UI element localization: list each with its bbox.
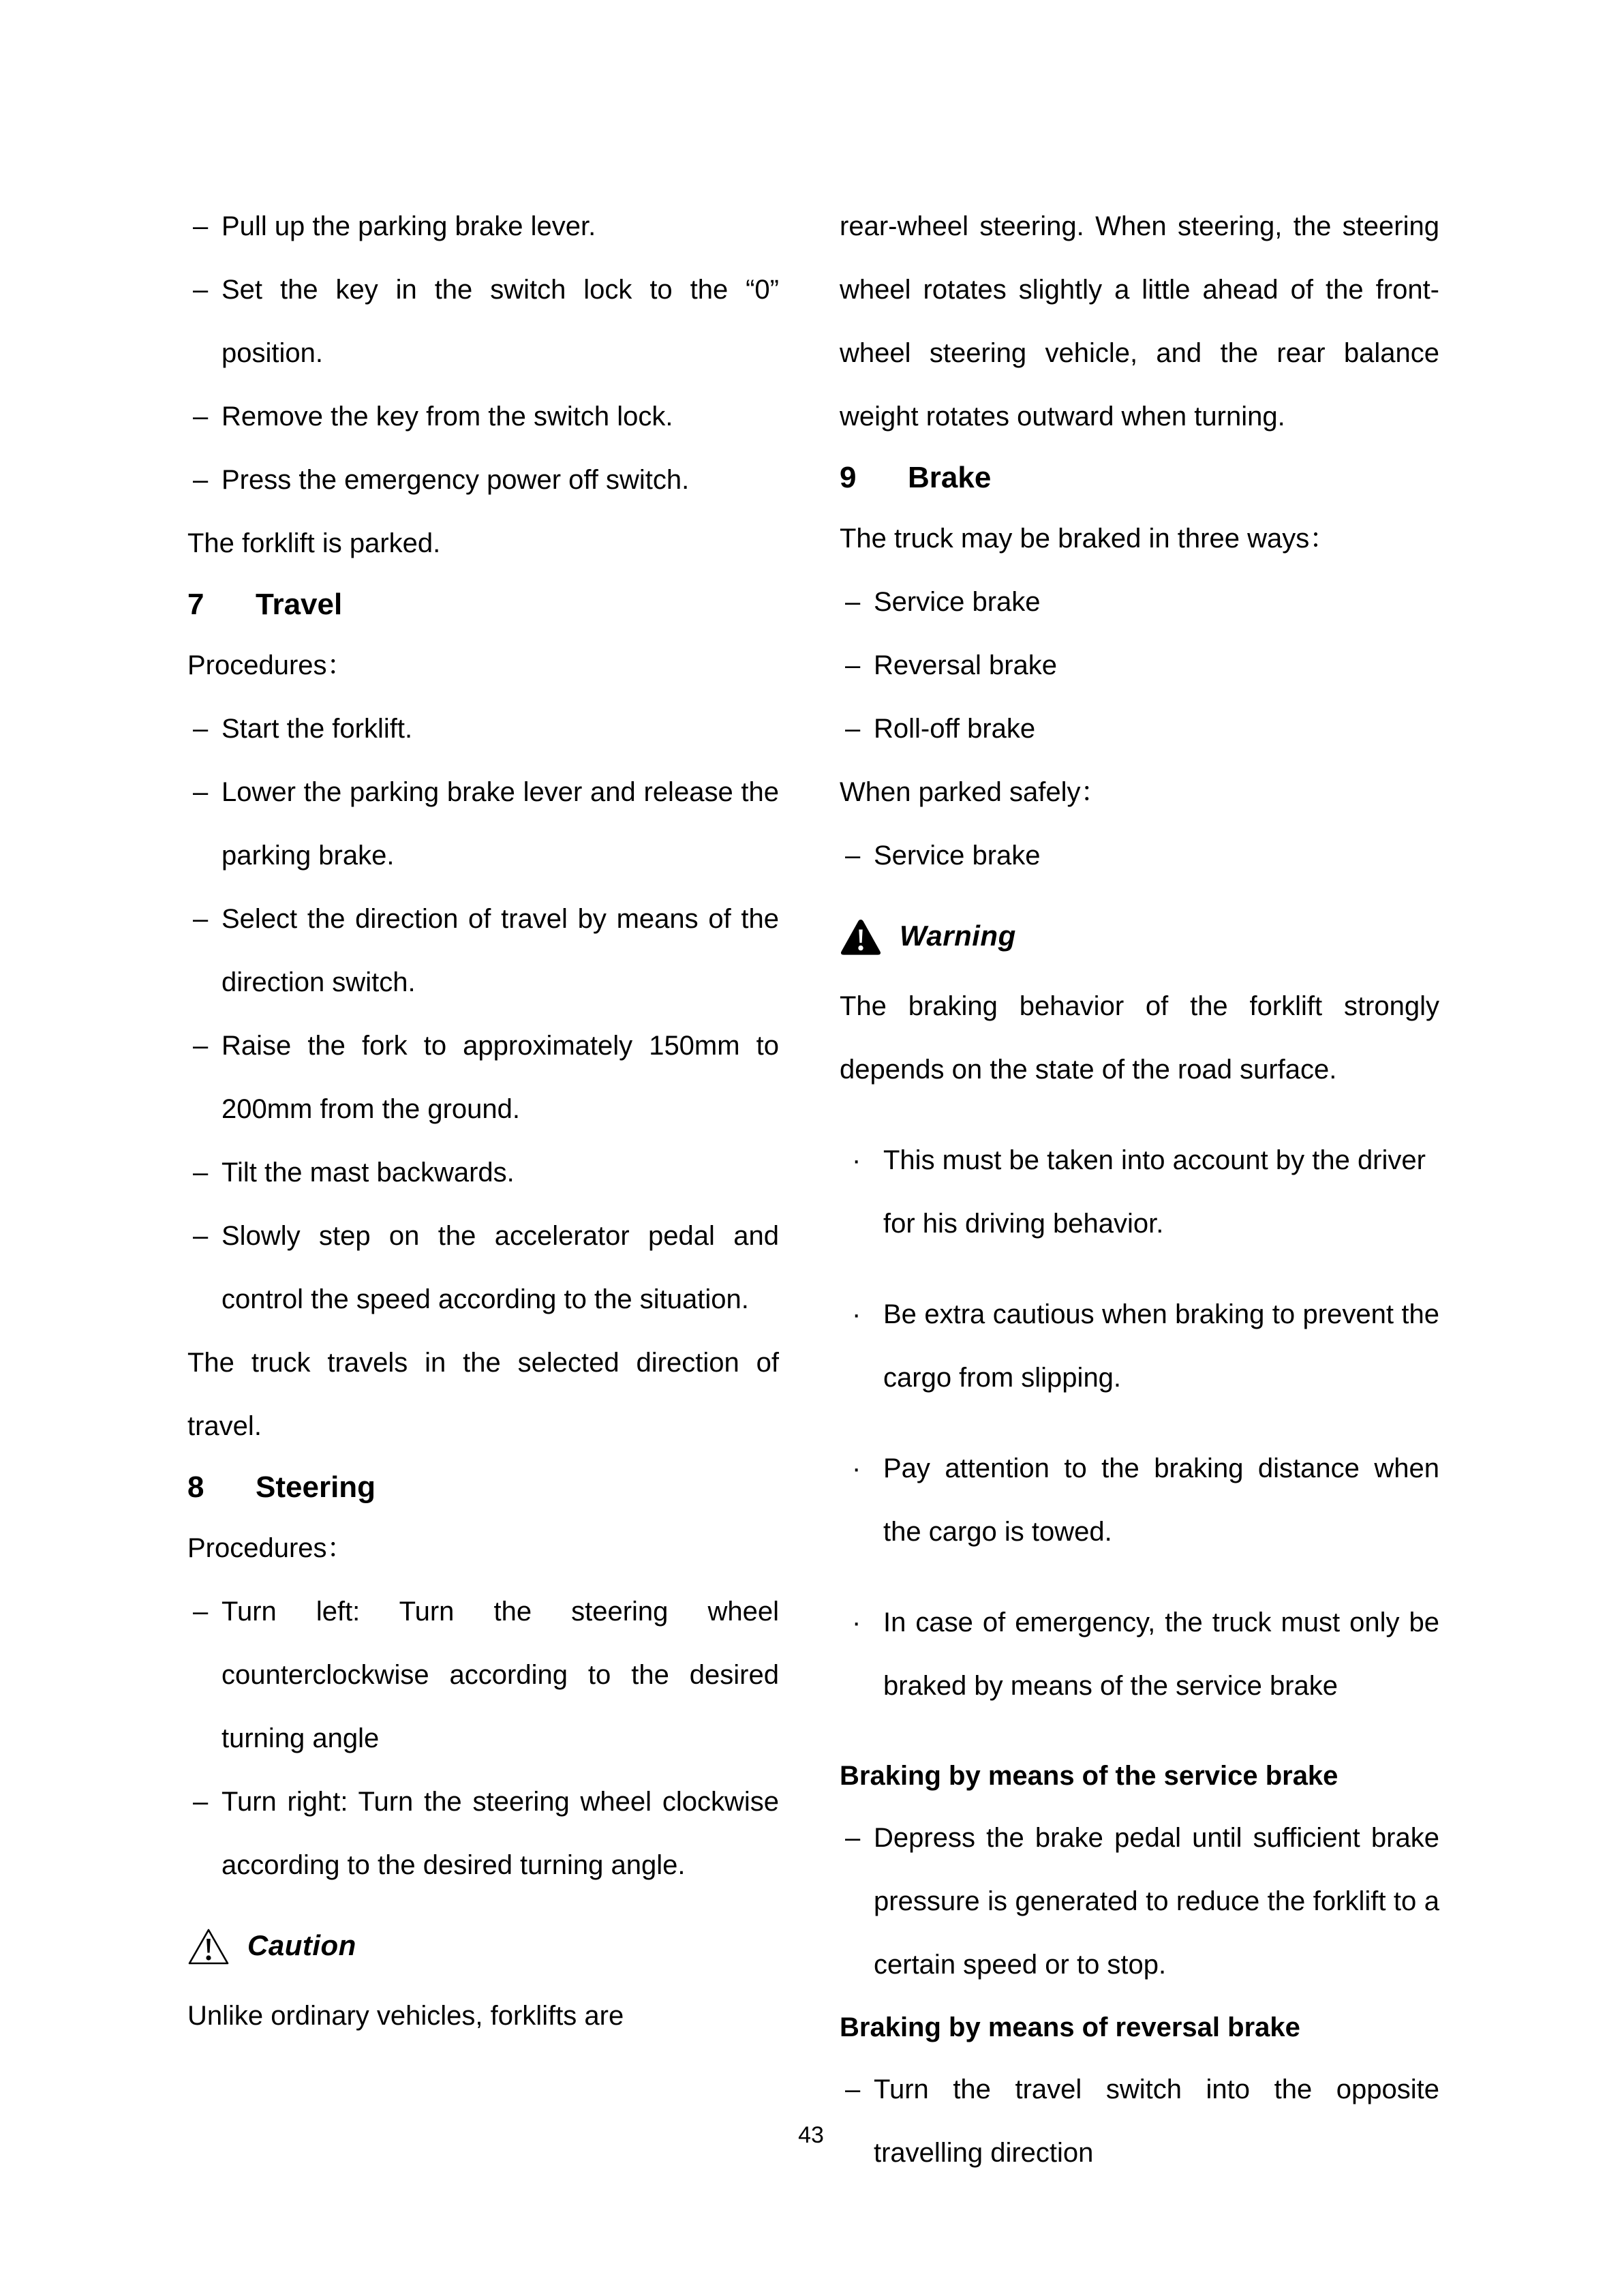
dash-marker: – — [845, 587, 861, 617]
list-item-text: Tilt the mast backwards. — [221, 1158, 515, 1188]
list-item-text: Remove the key from the switch lock. — [221, 402, 673, 432]
list-item-text: Turn right: Turn the steering wheel clockwise according to the desired turning angle. — [221, 1787, 779, 1880]
travel-steps-list — [187, 697, 779, 1331]
dash-marker: – — [193, 1031, 209, 1061]
parked-safely-label: When parked safely： — [840, 777, 1108, 807]
dash-marker: – — [193, 1787, 209, 1817]
list-item-text: Depress the brake pedal until sufficient brake pressure is generated to reduce the forklift to a certain speed or to stop. — [874, 1823, 1439, 1980]
list-item-text: Raise the fork to approximately 150mm to 200mm from the ground. — [221, 1031, 779, 1124]
list-item — [840, 824, 1439, 888]
list-item-text: Roll-off brake — [874, 714, 1036, 744]
section-title: Travel — [256, 588, 343, 621]
steering-steps-list — [187, 1580, 779, 1897]
section-title: Steering — [256, 1470, 376, 1504]
dash-marker: – — [193, 714, 209, 744]
subheading-reversal-brake: Braking by means of reversal brake — [840, 2012, 1300, 2042]
steering-continuation-paragraph: rear-wheel steering. When steering, the steering wheel rotates slightly a little ahead of the front-wheel steering vehicle, and the rear balance weight rotates outward when turning. — [840, 211, 1439, 432]
dash-marker: – — [845, 2074, 861, 2104]
dot-marker: · — [852, 1607, 861, 1637]
dash-marker: – — [845, 841, 861, 871]
parked-safely-list — [840, 824, 1439, 888]
list-item-text: In case of emergency, the truck must only be braked by means of the service brake — [883, 1607, 1439, 1701]
list-item — [187, 697, 779, 761]
dash-marker: – — [193, 777, 209, 807]
service-brake-steps — [840, 1807, 1439, 1997]
dash-marker: – — [193, 1158, 209, 1188]
list-item — [187, 385, 779, 449]
list-item — [187, 1141, 779, 1205]
list-item — [840, 1807, 1439, 1997]
parked-statement: The forklift is parked. — [187, 528, 441, 558]
dash-marker: – — [193, 1221, 209, 1251]
list-item-text: Select the direction of travel by means of the direction switch. — [221, 904, 779, 997]
list-item-text: Turn the travel switch into the opposite travelling direction — [874, 2074, 1439, 2168]
list-item-text: Service brake — [874, 841, 1041, 871]
section-heading-travel — [187, 575, 779, 634]
list-item — [187, 1770, 779, 1897]
section-number: 7 — [187, 588, 204, 621]
warning-triangle-icon — [840, 916, 882, 954]
dot-marker: · — [852, 1145, 861, 1175]
list-item — [852, 1591, 1439, 1718]
dash-marker: – — [193, 1597, 209, 1627]
section-number: 8 — [187, 1470, 204, 1504]
list-item-text: Be extra cautious when braking to prevent the cargo from slipping. — [883, 1299, 1439, 1393]
list-item — [852, 1283, 1439, 1410]
section-heading-brake — [840, 449, 1439, 507]
caution-notice — [187, 1912, 779, 1978]
list-item-text: Reversal brake — [874, 650, 1058, 680]
travel-closing-statement: The truck travels in the selected direction of travel. — [187, 1348, 779, 1441]
page-number: 43 — [798, 2122, 824, 2148]
list-item-text: Press the emergency power off switch. — [221, 465, 690, 495]
section-title: Brake — [908, 461, 992, 494]
brake-ways-list — [840, 571, 1439, 761]
list-item-text: Slowly step on the accelerator pedal and control the speed according to the situation. — [221, 1221, 779, 1314]
caution-body: Unlike ordinary vehicles, forklifts are — [187, 2001, 624, 2031]
list-item-text: Lower the parking brake lever and release the parking brake. — [221, 777, 779, 871]
dash-marker: – — [845, 714, 861, 744]
list-item-text: This must be taken into account by the driver for his driving behavior. — [883, 1145, 1426, 1239]
warning-notice — [840, 903, 1439, 968]
list-item — [840, 634, 1439, 697]
spacer — [840, 968, 1439, 975]
section-number: 9 — [840, 461, 857, 494]
list-item-text: Pull up the parking brake lever. — [221, 211, 596, 241]
warning-points-list — [840, 1129, 1439, 1718]
list-item — [187, 888, 779, 1014]
warning-label: Warning — [900, 919, 1016, 952]
list-item — [852, 1129, 1439, 1256]
brake-intro: The truck may be braked in three ways： — [840, 524, 1337, 554]
procedures-label: Procedures： — [187, 1533, 354, 1563]
list-item — [840, 571, 1439, 634]
dash-marker: – — [845, 1823, 861, 1853]
spacer — [840, 888, 1439, 903]
procedures-label: Procedures： — [187, 650, 354, 680]
list-item-text: Start the forklift. — [221, 714, 413, 744]
spacer — [187, 1978, 779, 1984]
dash-marker: – — [845, 650, 861, 680]
list-item — [187, 1014, 779, 1141]
dash-marker: – — [193, 904, 209, 934]
dot-marker: · — [852, 1299, 861, 1329]
subheading-service-brake: Braking by means of the service brake — [840, 1761, 1338, 1791]
spacer — [187, 1897, 779, 1912]
list-item — [187, 761, 779, 888]
list-item — [187, 1580, 779, 1770]
parking-steps-list — [187, 195, 779, 512]
dash-marker: – — [193, 275, 209, 305]
left-column — [187, 195, 779, 2048]
caution-label: Caution — [247, 1929, 356, 1961]
list-item — [840, 697, 1439, 761]
list-item — [187, 258, 779, 385]
caution-triangle-icon — [187, 1926, 230, 1964]
list-item — [187, 195, 779, 258]
right-column — [840, 195, 1439, 2185]
list-item-text: Pay attention to the braking distance when the cargo is towed. — [883, 1453, 1439, 1547]
list-item-text: Service brake — [874, 587, 1041, 617]
list-item — [852, 1437, 1439, 1564]
list-item — [187, 1205, 779, 1331]
dash-marker: – — [193, 465, 209, 495]
list-item-text: Turn left: Turn the steering wheel counterclockwise according to the desired turning angle — [221, 1597, 779, 1753]
list-item — [187, 449, 779, 512]
section-heading-steering — [187, 1458, 779, 1517]
dash-marker: – — [193, 402, 209, 432]
warning-body: The braking behavior of the forklift strongly depends on the state of the road surface. — [840, 991, 1439, 1085]
list-item-text: Set the key in the switch lock to the “0” position. — [221, 275, 779, 368]
dash-marker: – — [193, 211, 209, 241]
dot-marker: · — [852, 1453, 861, 1483]
